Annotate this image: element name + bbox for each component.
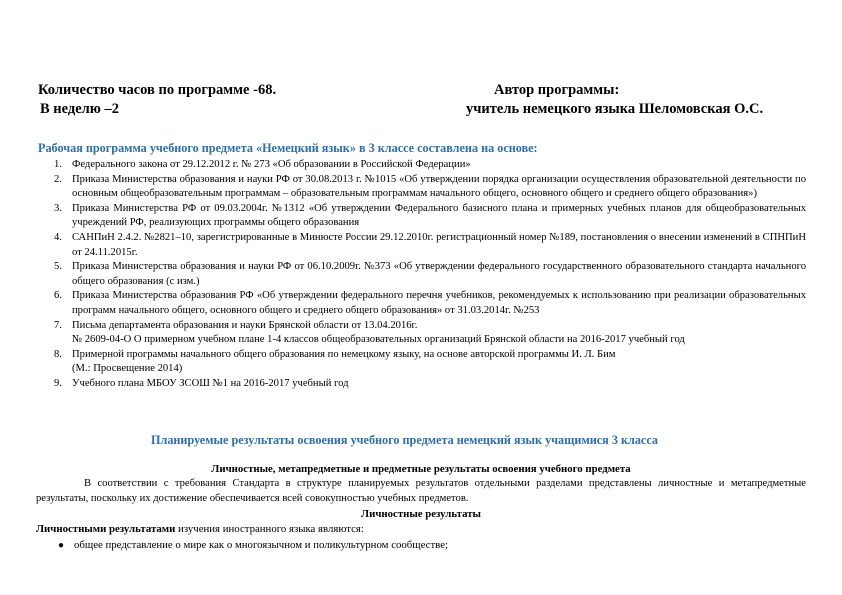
results-intro: В соответствии с требования Стандарта в структуре планируемых результатов отдельными разделами представлены личностные и метапредметные результаты, поскольку их достижение обеспечивается всей совокупностью учебных предметов. <box>36 478 806 504</box>
results-subtitle: Личностные, метапредметные и предметные результаты освоения учебного предмета <box>211 463 631 475</box>
list-item: 7. Письма департамента образования и науки Брянской области от 13.04.2016г. № 2609-04-О О примерном учебном плане 1-4 классов общеобразовательных организаций Брянской области на 2016-2017 учебный год <box>54 319 685 346</box>
bullet-icon: ● <box>58 540 65 551</box>
hours-total: Количество часов по программе -68. <box>38 82 277 98</box>
list-item: 2. Приказа Министерства образования и науки РФ от 30.08.2013 г. №1015 «Об утверждении порядка организации осуществления образовательной деятельности по основным общеобразовательным программам – образовательным программам начального общего, основного общего и среднего общего образования») <box>54 173 806 200</box>
list-item: 9. Учебного плана МБОУ ЗСОШ №1 на 2016-2017 учебный год <box>54 377 349 389</box>
basis-title: Рабочая программа учебного предмета «Немецкий язык» в 3 классе составлена на основе: <box>38 141 538 155</box>
author-name: учитель немецкого языка Шеломовская О.С. <box>466 101 764 117</box>
list-item: 6. Приказа Министерства образования РФ «Об утверждении федерального перечня учебников, рекомендуемых к использованию при реализации образовательных программ начального общего, основного общего и среднего общего образования» от 31.03.2014г. №253 <box>54 290 806 316</box>
list-item: 3. Приказа Министерства РФ от 09.03.2004г. №1312 «Об утверждении Федерального базисного плана и примерных учебных планов для общеобразовательных учреждений РФ, реализующих программы общего образования <box>54 202 806 229</box>
personal-lead-bold: Личностными результатами <box>36 523 176 535</box>
basis-list <box>36 158 806 392</box>
author-label: Автор программы: <box>494 82 620 98</box>
personal-heading: Личностные результаты <box>361 508 481 520</box>
personal-lead <box>36 523 364 535</box>
list-item: 8. Примерной программы начального общего образования по немецкому языку, на основе авторской программы И. Л. Бим (М.: Просвещение 2014) <box>54 348 616 375</box>
personal-bullet-item: общее представление о мире как о многоязычном и поликультурном сообществе; <box>74 539 448 551</box>
list-item: 5. Приказа Министерства образования и науки РФ от 06.10.2009г. №373 «Об утверждении федерального государственного образовательного стандарта начального общего образования (с изм.) <box>54 261 806 287</box>
results-title: Планируемые результаты освоения учебного предмета немецкий язык учащимися 3 класса <box>151 433 658 447</box>
list-item: 4. САНПиН 2.4.2. №2821–10, зарегистрированные в Минюсте России 29.12.2010г. регистрационный номер №189, постановления о внесении изменений в СПНПиН от 24.11.2015г. <box>54 231 806 258</box>
hours-week: В неделю –2 <box>40 101 120 117</box>
personal-lead-rest: изучения иностранного языка являются: <box>175 523 364 535</box>
list-item: 1. Федерального закона от 29.12.2012 г. № 273 «Об образовании в Российской Федерации» <box>54 159 471 170</box>
